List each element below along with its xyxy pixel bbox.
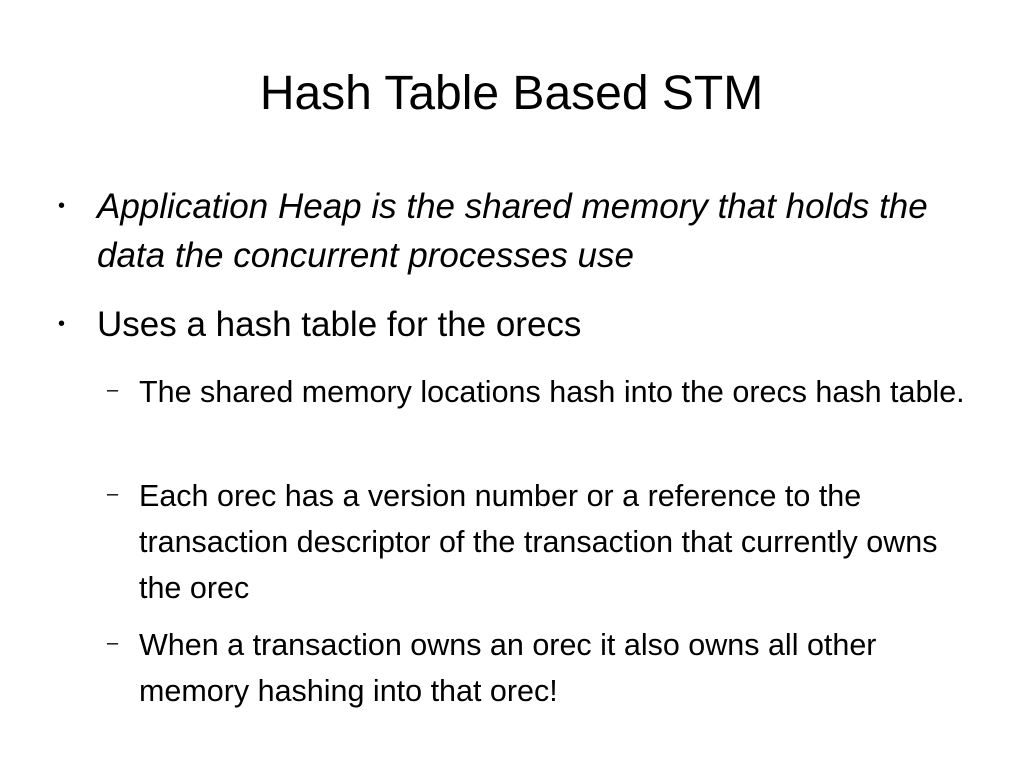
sub-bullet-marker: – <box>107 379 119 401</box>
sub-bullet-marker: – <box>107 632 119 654</box>
sub-bullet-text: When a transaction owns an orec it also owns all other memory hashing into that orec! <box>139 628 877 708</box>
sub-bullet-text: The shared memory locations hash into the orecs hash table. <box>139 375 965 409</box>
bullet-marker: • <box>58 313 66 335</box>
sub-bullet-marker: – <box>107 483 119 505</box>
slide-title: Hash Table Based STM <box>259 67 764 120</box>
sub-bullet-text: Each orec has a version number or a reference to the transaction descriptor of the transaction that currently owns the orec <box>139 479 938 605</box>
bullet-text: Uses a hash table for the orecs <box>97 305 582 344</box>
bullet-marker: • <box>58 195 66 217</box>
bullet-text: Application Heap is the shared memory that holds the data the concurrent processes use <box>97 187 928 275</box>
